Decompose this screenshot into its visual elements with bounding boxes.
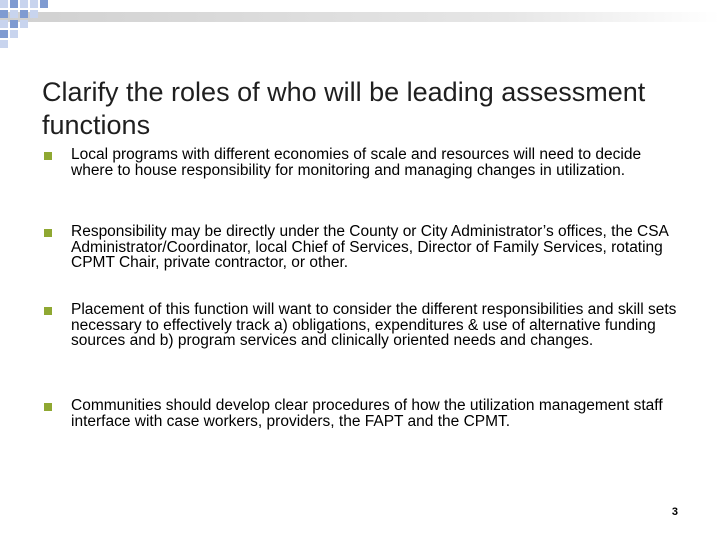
- square-bullet-icon: [44, 403, 52, 411]
- bullet-text: Communities should develop clear procedures of how the utilization management staff interface with case workers, providers, the FAPT and the CPMT.: [71, 397, 663, 430]
- square-bullet-icon: [44, 229, 52, 237]
- page-number: 3: [671, 506, 678, 518]
- bullet-text: Responsibility may be directly under the County or City Administrator’s offices, the CSA Administrator/Coordinator, local Chief of Services, Director of Family Services, rotating CPMT Chair, private contractor, or other.: [71, 223, 669, 272]
- square-bullet-icon: [44, 307, 52, 315]
- square-bullet-icon: [44, 152, 52, 160]
- bullet-text: Placement of this function will want to consider the different responsibilities and skill sets necessary to effectively track a) obligations, expenditures & use of alternative funding sources and b) program services and clinically oriented needs and changes.: [71, 301, 677, 350]
- bullet-text: Local programs with different economies of scale and resources will need to decide where to house responsibility for monitoring and managing changes in utilization.: [71, 146, 642, 179]
- slide-title: Clarify the roles of who will be leading assessment functions: [42, 77, 646, 141]
- header-decoration: [0, 0, 720, 60]
